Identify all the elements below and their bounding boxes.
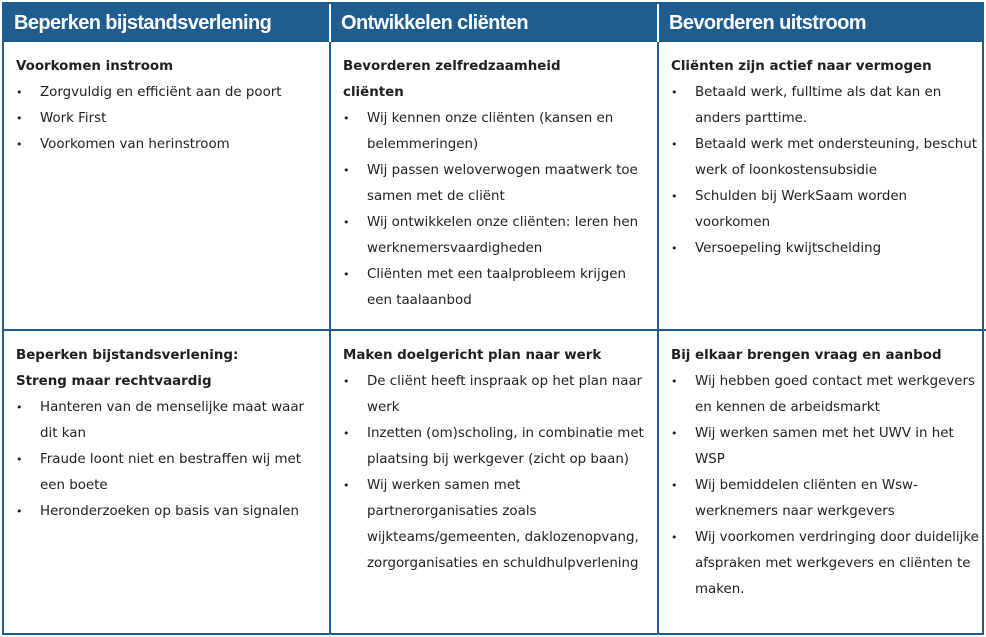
- list-item: • Wij werken samen met partnerorganisaties zoals wijkteams/gemeenten, daklozenopvang, zorgorganisaties en schuldhulpverlening: [343, 473, 651, 577]
- list-item: • Wij voorkomen verdringing door duidelijke afspraken met werkgevers en cliënten te maken.: [671, 525, 980, 603]
- list-item: • Inzetten (om)scholing, in combinatie met plaatsing bij werkgever (zicht op baan): [343, 421, 651, 473]
- list-item: • Wij werken samen met het UWV in het WSP: [671, 421, 980, 473]
- list-item: • Heronderzoeken op basis van signalen: [16, 499, 323, 525]
- cell-title: Bevorderen zelfredzaamheid cliënten: [343, 59, 561, 100]
- list-item: • Voorkomen van herinstroom: [16, 132, 323, 158]
- list-item: • Work First: [16, 106, 323, 132]
- list-item: • Wij kennen onze cliënten (kansen en belemmeringen): [343, 106, 651, 158]
- list-item: • Wij passen weloverwogen maatwerk toe samen met de cliënt: [343, 158, 651, 210]
- table-cell-r2c1: [4, 329, 331, 633]
- table-cell-r1c3: [659, 42, 986, 329]
- cell-title: Maken doelgericht plan naar werk: [343, 348, 602, 363]
- bullet-list: [343, 106, 651, 314]
- column-header-ontwikkelen: Ontwikkelen cliënten: [331, 4, 659, 42]
- bullet-list: [671, 80, 980, 262]
- list-item: • Wij hebben goed contact met werkgevers en kennen de arbeidsmarkt: [671, 369, 980, 421]
- table-cell-r1c1: [4, 42, 331, 329]
- column-header-beperken: Beperken bijstandsverlening: [4, 4, 331, 42]
- policy-table: [2, 2, 984, 635]
- list-item: • Fraude loont niet en bestraffen wij met een boete: [16, 447, 323, 499]
- cell-title: Voorkomen instroom: [16, 59, 174, 74]
- list-item: • Wij bemiddelen cliënten en Wsw-werknemers naar werkgevers: [671, 473, 980, 525]
- table-cell-r2c3: [659, 329, 986, 633]
- list-item: • Zorgvuldig en efficiënt aan de poort: [16, 80, 323, 106]
- list-item: • Wij ontwikkelen onze cliënten: leren hen werknemersvaardigheden: [343, 210, 651, 262]
- list-item: • Cliënten met een taalprobleem krijgen een taalaanbod: [343, 262, 651, 314]
- table-cell-r2c2: [331, 329, 659, 633]
- list-item: • Betaald werk met ondersteuning, beschut werk of loonkostensubsidie: [671, 132, 980, 184]
- list-item: • Betaald werk, fulltime als dat kan en anders parttime.: [671, 80, 980, 132]
- table-cell-r1c2: [331, 42, 659, 329]
- list-item: • Versoepeling kwijtschelding: [671, 236, 980, 262]
- cell-title: Cliënten zijn actief naar vermogen: [671, 59, 932, 74]
- bullet-list: [16, 395, 323, 525]
- list-item: • Schulden bij WerkSaam worden voorkomen: [671, 184, 980, 236]
- bullet-list: [16, 80, 323, 158]
- bullet-list: [343, 369, 651, 577]
- cell-title: Beperken bijstandsverlening: Streng maar rechtvaardig: [16, 348, 239, 389]
- column-header-bevorderen: Bevorderen uitstroom: [659, 4, 986, 42]
- list-item: • Hanteren van de menselijke maat waar dit kan: [16, 395, 323, 447]
- bullet-list: [671, 369, 980, 603]
- list-item: • De cliënt heeft inspraak op het plan naar werk: [343, 369, 651, 421]
- cell-title: Bij elkaar brengen vraag en aanbod: [671, 348, 942, 363]
